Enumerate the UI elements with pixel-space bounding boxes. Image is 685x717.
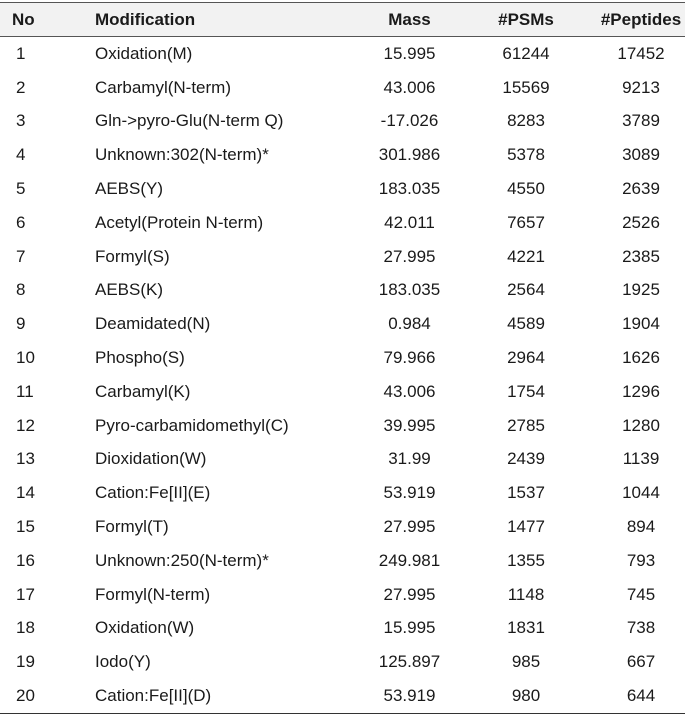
- cell-mass: 53.919: [383, 483, 436, 503]
- cell-psms: 7657: [507, 212, 545, 232]
- modification-table: [0, 2, 685, 714]
- table-row: [0, 476, 685, 510]
- cell-peptides: 9213: [622, 77, 660, 97]
- table-row: [0, 645, 685, 679]
- table-row: [0, 274, 685, 308]
- cell-modification: AEBS(K): [95, 280, 164, 300]
- cell-psms: 5378: [507, 145, 545, 165]
- table-row: [0, 71, 685, 105]
- cell-mass: 15.995: [383, 43, 436, 63]
- cell-modification: Formyl(S): [95, 246, 170, 266]
- cell-psms: 8283: [507, 111, 545, 131]
- cell-modification: Cation:Fe[II](D): [95, 686, 212, 706]
- header-mass: Mass: [388, 9, 431, 29]
- cell-modification: Formyl(N-term): [95, 584, 211, 604]
- cell-no: 16: [16, 550, 35, 570]
- cell-no: 13: [16, 449, 35, 469]
- table-row: [0, 612, 685, 646]
- table-row: [0, 679, 685, 713]
- cell-no: 9: [16, 314, 26, 334]
- table-row: [0, 409, 685, 443]
- cell-no: 14: [16, 483, 35, 503]
- table-row: [0, 105, 685, 139]
- header-psms: #PSMs: [498, 9, 554, 29]
- cell-no: 15: [16, 517, 35, 537]
- cell-no: 10: [16, 348, 35, 368]
- cell-psms: 1477: [507, 517, 545, 537]
- table-row: [0, 240, 685, 274]
- cell-psms: 2439: [507, 449, 545, 469]
- cell-peptides: 793: [626, 550, 656, 570]
- cell-peptides: 644: [626, 686, 656, 706]
- cell-mass: 27.995: [383, 246, 436, 266]
- table-row: [0, 172, 685, 206]
- cell-peptides: 667: [626, 652, 656, 672]
- cell-peptides: 2526: [622, 212, 660, 232]
- cell-modification: AEBS(Y): [95, 179, 164, 199]
- cell-modification: Dioxidation(W): [95, 449, 207, 469]
- cell-modification: Gln->pyro-Glu(N-term Q): [95, 111, 284, 131]
- cell-modification: Deamidated(N): [95, 314, 211, 334]
- cell-modification: Unknown:250(N-term)*: [95, 550, 269, 570]
- cell-peptides: 745: [626, 584, 656, 604]
- cell-psms: 1831: [507, 618, 545, 638]
- cell-mass: 183.035: [378, 179, 441, 199]
- cell-modification: Formyl(T): [95, 517, 169, 537]
- cell-psms: 2564: [507, 280, 545, 300]
- cell-psms: 985: [511, 652, 541, 672]
- cell-peptides: 3789: [622, 111, 660, 131]
- cell-mass: 39.995: [383, 415, 436, 435]
- cell-mass: 0.984: [388, 314, 431, 334]
- table-body: [0, 37, 685, 714]
- table-row: [0, 37, 685, 71]
- cell-psms: 4221: [507, 246, 545, 266]
- cell-no: 20: [16, 686, 35, 706]
- cell-modification: Phospho(S): [95, 348, 185, 368]
- cell-modification: Iodo(Y): [95, 652, 151, 672]
- cell-no: 7: [16, 246, 26, 266]
- cell-peptides: 1139: [622, 449, 660, 469]
- cell-psms: 4589: [507, 314, 545, 334]
- table-row: [0, 138, 685, 172]
- cell-modification: Acetyl(Protein N-term): [95, 212, 264, 232]
- cell-mass: 183.035: [378, 280, 441, 300]
- cell-psms: 980: [511, 686, 541, 706]
- cell-peptides: 894: [626, 517, 656, 537]
- cell-peptides: 1904: [622, 314, 660, 334]
- cell-mass: 42.011: [384, 212, 435, 232]
- table-row: [0, 544, 685, 578]
- cell-no: 2: [16, 77, 26, 97]
- cell-peptides: 1626: [622, 348, 660, 368]
- cell-peptides: 3089: [622, 145, 660, 165]
- cell-mass: 27.995: [383, 517, 436, 537]
- cell-no: 6: [16, 212, 26, 232]
- cell-mass: 27.995: [383, 584, 436, 604]
- table-row: [0, 341, 685, 375]
- table-row: [0, 206, 685, 240]
- header-row: [0, 3, 685, 37]
- cell-mass: 43.006: [383, 77, 436, 97]
- header-modification: Modification: [95, 9, 196, 29]
- cell-no: 11: [16, 381, 34, 401]
- cell-peptides: 1044: [622, 483, 660, 503]
- cell-psms: 1355: [507, 550, 545, 570]
- cell-modification: Pyro-carbamidomethyl(C): [95, 415, 289, 435]
- cell-peptides: 2385: [622, 246, 660, 266]
- cell-psms: 4550: [507, 179, 545, 199]
- modification-table-container: [0, 2, 685, 714]
- cell-no: 5: [16, 179, 26, 199]
- cell-peptides: 2639: [622, 179, 660, 199]
- cell-no: 12: [16, 415, 35, 435]
- table-row: [0, 510, 685, 544]
- table-row: [0, 578, 685, 612]
- cell-mass: 249.981: [378, 550, 441, 570]
- cell-psms: 1148: [507, 584, 545, 604]
- cell-peptides: 1280: [622, 415, 660, 435]
- cell-psms: 15569: [502, 77, 550, 97]
- cell-modification: Oxidation(W): [95, 618, 195, 638]
- cell-modification: Unknown:302(N-term)*: [95, 145, 269, 165]
- cell-psms: 2964: [507, 348, 545, 368]
- cell-peptides: 738: [626, 618, 656, 638]
- cell-peptides: 1925: [622, 280, 660, 300]
- cell-psms: 2785: [507, 415, 545, 435]
- cell-mass: 43.006: [383, 381, 436, 401]
- cell-modification: Oxidation(M): [95, 43, 193, 63]
- cell-mass: 125.897: [378, 652, 441, 672]
- table-row: [0, 443, 685, 477]
- cell-mass: -17.026: [380, 111, 439, 131]
- cell-no: 1: [16, 43, 26, 63]
- cell-mass: 301.986: [378, 145, 441, 165]
- cell-psms: 1754: [507, 381, 545, 401]
- header-no: No: [12, 9, 35, 29]
- header-peptides: #Peptides: [600, 9, 682, 29]
- cell-no: 3: [16, 111, 26, 131]
- cell-peptides: 17452: [617, 43, 665, 63]
- cell-mass: 15.995: [383, 618, 436, 638]
- cell-mass: 79.966: [383, 348, 436, 368]
- cell-no: 4: [16, 145, 26, 165]
- cell-no: 19: [16, 652, 35, 672]
- cell-psms: 1537: [507, 483, 545, 503]
- cell-mass: 31.99: [388, 449, 431, 469]
- cell-no: 18: [16, 618, 35, 638]
- cell-modification: Cation:Fe[II](E): [95, 483, 211, 503]
- cell-psms: 61244: [502, 43, 550, 63]
- cell-modification: Carbamyl(K): [95, 381, 191, 401]
- table-header: [0, 3, 685, 37]
- cell-no: 8: [16, 280, 26, 300]
- cell-mass: 53.919: [383, 686, 436, 706]
- table-row: [0, 375, 685, 409]
- table-row: [0, 307, 685, 341]
- cell-peptides: 1296: [622, 381, 660, 401]
- cell-modification: Carbamyl(N-term): [95, 77, 231, 97]
- cell-no: 17: [16, 584, 35, 604]
